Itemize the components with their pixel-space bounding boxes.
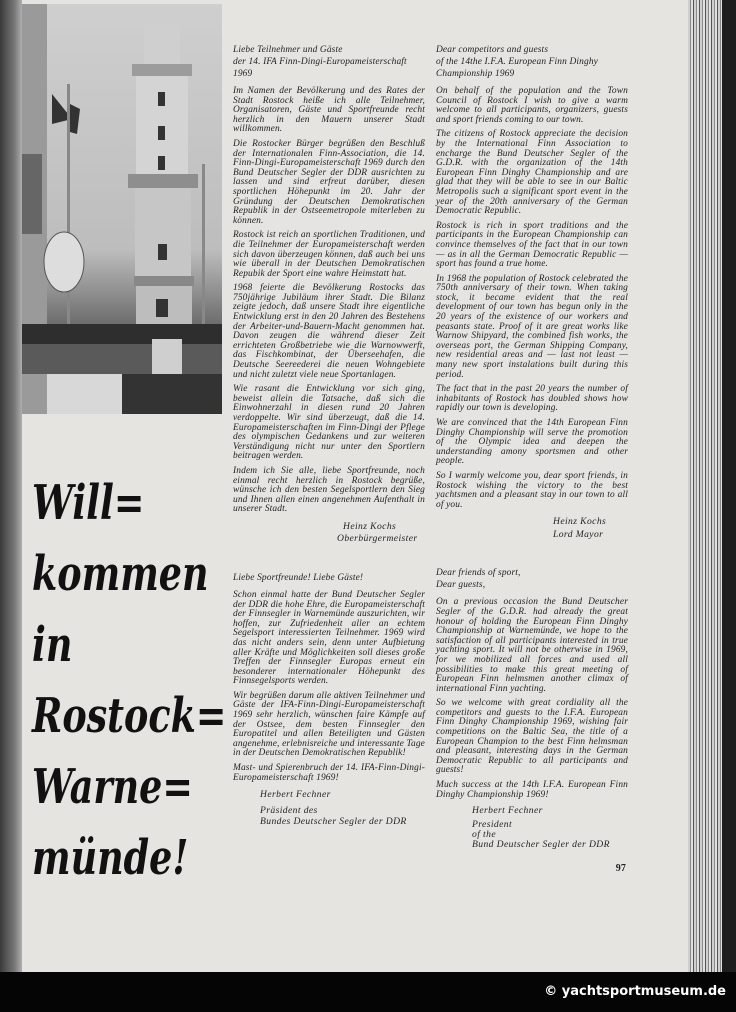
mayor-signature-english [436,516,628,541]
signature-name: Herbert Fechner [472,805,543,817]
paragraph: Die Rostocker Bürger begrüßen den Beschluß der Internationalen Finn-Association, die 14. Finn-Dingi-Europameisterschaft 1969 durch den Bund Deutscher Segler der DDR ausrichten zu lassen und sind erfreut darüber, diesen sportlichen Höhepunkt im 20. Jahr der Gründung der Deutschen Demokratischen Republik in der Ostseemetropole miterleben zu können. [233,138,425,226]
title-line: kommen [32,546,209,602]
english-column [436,44,628,874]
german-column [233,44,425,828]
paragraph: So we welcome with great cordiality all the competitors and guests to the I.F.A. European Finn Dinghy Championship 1969, wishing fair competitions on the Baltic Sea, the title of a European Champion to the best Finn helmsman and pleasant, interesting days in the German Democratic Republic to all participants and guests! [436,698,628,776]
paragraph: Im Namen der Bevölkerung und des Rates der Stadt Rostock heiße ich alle Teilnehmer, Organisatoren, Gäste und Sportfreunde recht herzlich in den Mauern unserer Stadt willkommen. [233,86,425,135]
signature-name: Heinz Kochs [343,520,397,532]
signature-name: Heinz Kochs [553,516,607,528]
mayor-welcome-english [436,44,628,541]
paragraph: Indem ich Sie alle, liebe Sportfreunde, noch einmal recht herzlich in Rostock begrüße, wünsche ich den besten Segelsportlern den Sieg und Ihnen allen einen angenehmen Aufenthalt in unserer Stadt. [233,465,425,515]
paragraph: So I warmly welcome you, dear sport friends, in Rostock wishing the victory to the best yachtsmen and a pleasant stay in our town to all of you. [436,470,628,510]
signature-title: of the [472,829,496,841]
signature-title: Oberbürgermeister [337,533,418,545]
lighthouse-illustration [22,4,222,414]
signature-title: Lord Mayor [553,528,604,540]
title-line: in [32,617,73,673]
paragraph: Much success at the 14th I.F.A. European Finn Dinghy Championship 1969! [436,780,628,800]
paragraph: Schon einmal hatte der Bund Deutscher Segler der DDR die hohe Ehre, die Europameisterschaft der Finnsegler in Warnemünde auszurichten, wir hoffen, zur Zufriedenheit aller an echtem Segelsport interessierten Teilnehmer. 1969 wird das nicht anders sein, denn unter Aufbietung aller Kräfte und Möglichkeiten soll dieses große Treffen der Finnsegler Europas erneut ein besonderer internationaler Höhepunkt des Finnsegelsports werden. [233,589,425,687]
mayor-signature-german [233,521,425,546]
book-spine-shadow [0,0,24,972]
heading: Dear competitors and guests of the 14the I.F.A. European Finn Dinghy Championship 1969 [436,45,598,79]
welcome-title [32,468,227,894]
mayor-welcome-german [233,44,425,546]
paragraph: On a previous occasion the Bund Deutscher Segler of the G.D.R. had already the great honour of holding the European Finn Dinghy Championship at Warnemünde, we hope to the satisfaction of all participants interested in true yachting sport. It will not be otherwise in 1969, for we mobilized all forces and used all possibilities to make this great meeting of European Finn helmsmen another climax of international Finn yachting. [436,597,628,694]
paragraph: Rostock ist reich an sportlichen Traditionen, und die Teilnehmer der Europameisterschaft werden sich davon überzeugen können, daß auch bei uns wie überall in der Deutschen Demokratischen Repubik der Sport eine wahre Heimstatt hat. [233,230,425,279]
heading: Liebe Sportfreunde! Liebe Gäste! [233,572,364,583]
paragraph: We are convinced that the 14th European Finn Dinghy Championship will serve the promotion of the Olympic idea and deepen the understanding amony sportsmen and other people. [436,418,628,467]
book-page-edges [688,0,736,972]
president-welcome-english [436,567,628,850]
paragraph: Rostock is rich in sport traditions and the participants in the European Championship can convince themselves of the fact that in our town — as in all the German Democratic Republic — sport has found a true home. [436,220,628,270]
paragraph: The fact that in the past 20 years the number of inhabitants of Rostock has doubled shows how rapidly our town is developing. [436,384,628,414]
copyright-watermark: © yachtsportmuseum.de [544,984,726,999]
title-line: münde! [32,830,189,886]
paragraph: 1968 feierte die Bevölkerung Rostocks das 750jährige Jubiläum ihrer Stadt. Die Bilanz zeigte jedoch, daß unsere Stadt ihre eigentliche Entwicklung erst in den 20 Jahren des Bestehens der Arbeiter-und-Bauern-Macht genommen hat. Davon zeugen die während dieser Zeit errichteten Großbetriebe wie die Warnowwerft, das Fischkombinat, der Überseehafen, die Deutsche Seereederei die neuen Wohngebiete und nicht zuletzt viele neue Sportanlagen. [233,283,425,380]
president-signature-english [436,806,628,850]
title-line: Warne= [32,759,193,815]
paragraph: In 1968 the population of Rostock celebrated the 750th anniversary of their town. When taking stock, it became evident that the real development of our town has begun only in the 20 years of the existence of our workers and peasants state. Proof of it are great works like Warnow Shipyard, the combined fish works, the overseas port, the German Shipping Company, new residential areas and — last not least — many new sport instalations built during this period. [436,273,628,380]
lighthouse-photo [22,4,222,414]
title-line: Will= [32,475,145,531]
paragraph: On behalf of the population and the Town Council of Rostock I wish to give a warm welcome to all participants, organizers, guests and sport friends coming to our town. [436,86,628,125]
signature-organization: Bund Deutscher Segler der DDR [472,839,610,851]
signature-name: Herbert Fechner [260,789,331,801]
president-signature-german [233,789,425,828]
paragraph: Wie rasant die Entwicklung vor sich ging, beweist allein die Tatsache, daß sich die Einwohnerzahl in diesen rund 20 Jahren verdoppelte. Wir sind überzeugt, daß die 14. Europameisterschaften im Finn-Dingi der Pflege des olympischen Gedankens und zur weiteren Verständigung nicht nur unter den Sportlern beitragen werden. [233,384,425,462]
signature-organization: Bundes Deutscher Segler der DDR [260,816,407,828]
watermark-bar [0,972,736,1012]
paragraph: Mast- und Spierenbruch der 14. IFA-Finn-Dingi-Europameisterschaft 1969! [233,763,425,783]
heading: Dear friends of sport, Dear guests, [436,568,521,591]
paragraph: The citizens of Rostock appreciate the decision by the International Finn Association to encharge the Bund Deutscher Segler of the G.D.R. with the organization of the 14th European Finn Dinghy Championship and are glad that they will be able to see in our Baltic Metropolis such a significant sport event in the year of the 20th anniversary of the German Democratic Republic. [436,129,628,217]
president-welcome-german [233,572,425,828]
page-number: 97 [615,863,626,875]
title-line: Rostock= [32,688,227,744]
heading: Liebe Teilnehmer und Gäste der 14. IFA Finn-Dingi-Europameisterschaft 1969 [233,45,407,79]
signature-title: Präsident des [260,804,318,816]
paragraph: Wir begrüßen darum alle aktiven Teilnehmer und Gäste der IFA-Finn-Dingi-Europameisterschaft 1969 sehr herzlich, wünschen faire Kämpfe auf der Ostsee, dem besten Finnsegler den Europatitel und allen Beteiligten und Gästen angenehme, erlebnisreiche und interessante Tage in der Deutschen Demokratischen Republik! [233,690,425,759]
signature-title: President [472,819,513,831]
